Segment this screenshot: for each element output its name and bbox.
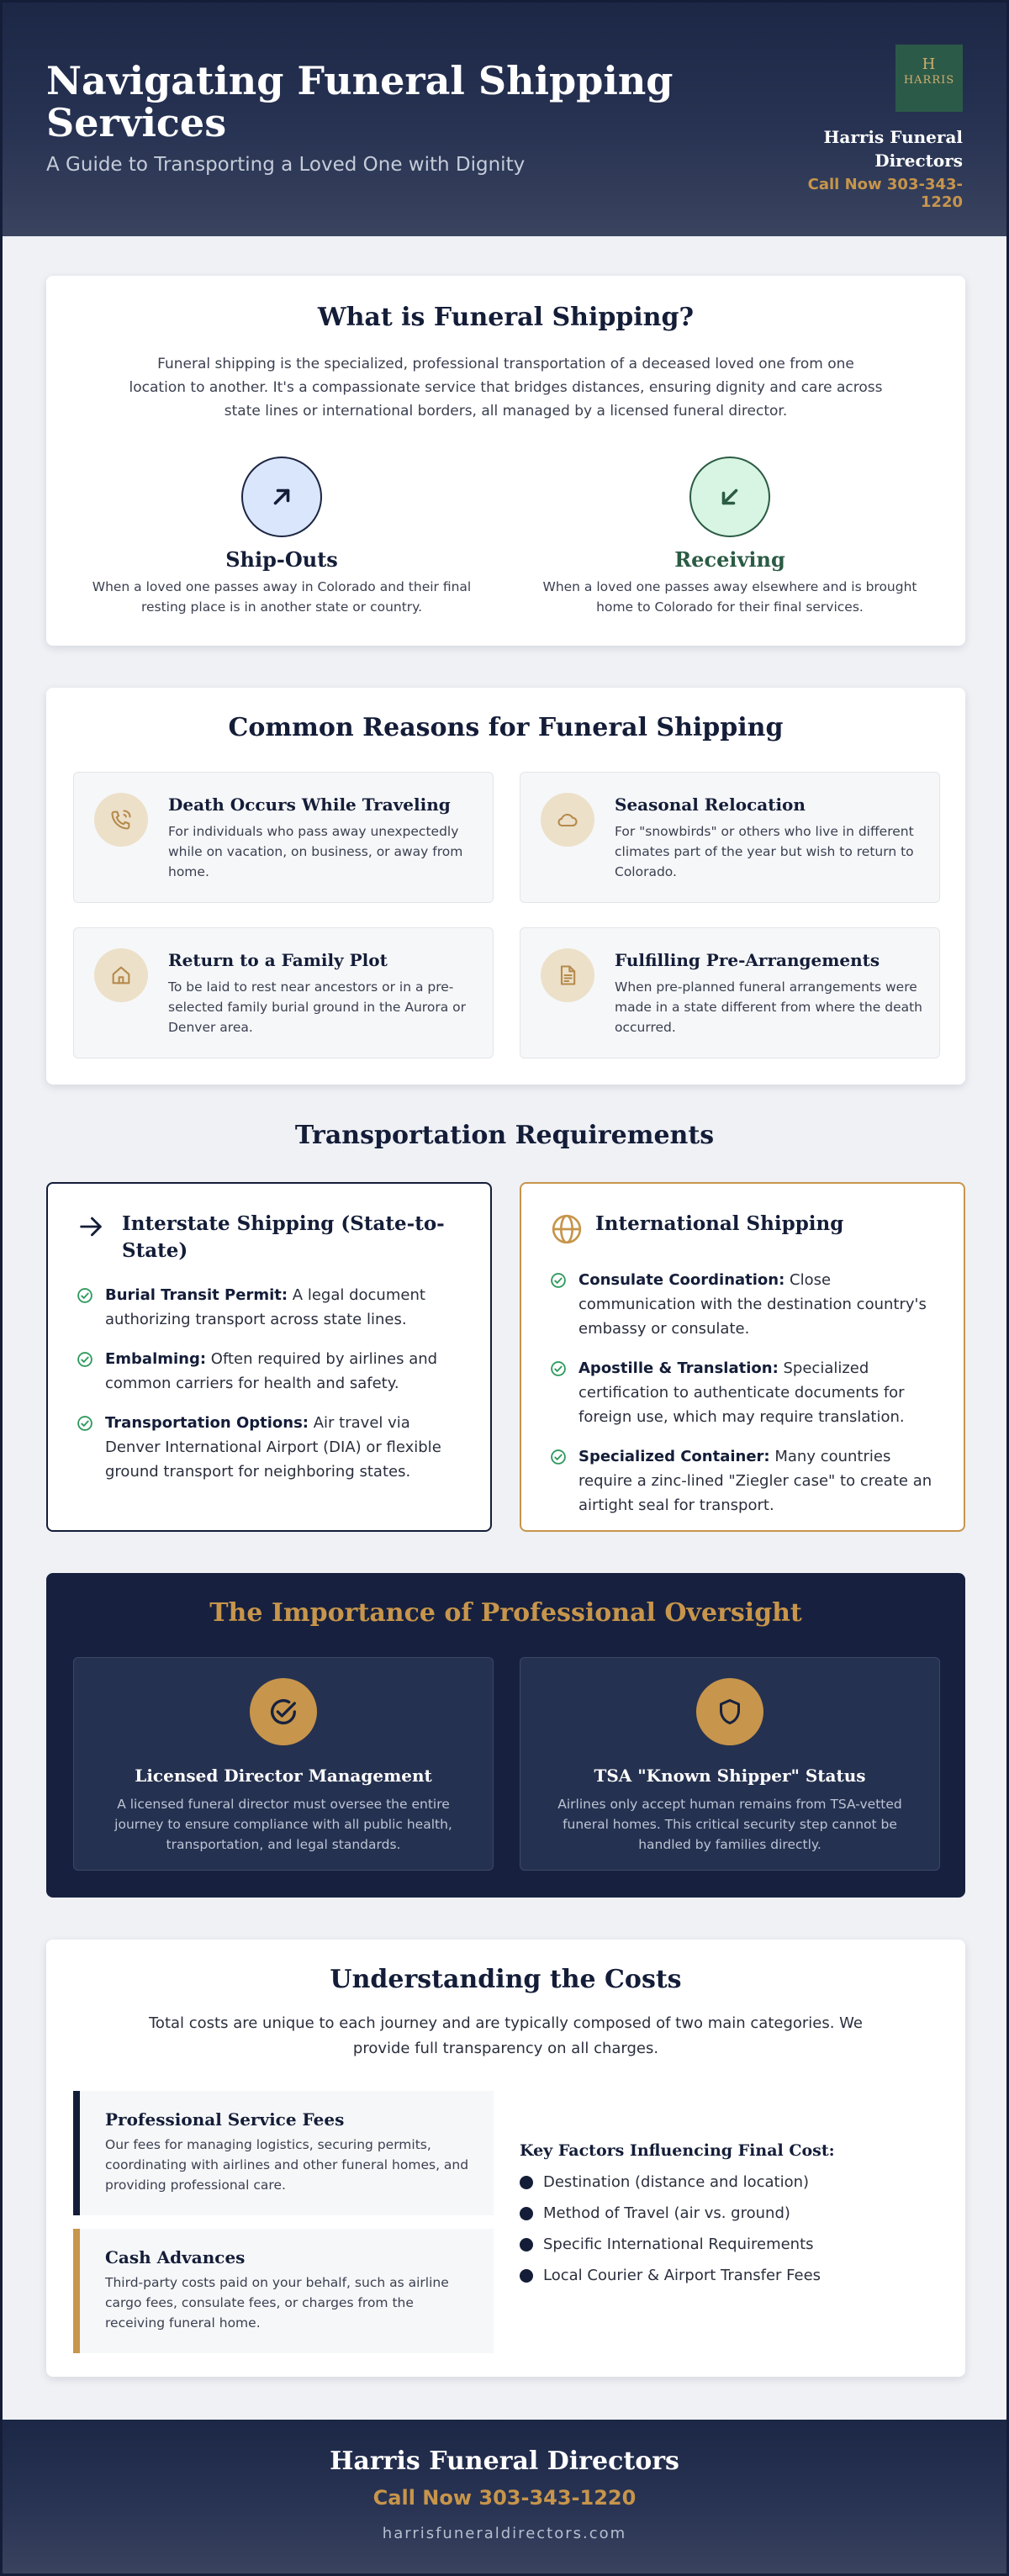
factor-text: Method of Travel (air vs. ground) xyxy=(543,2204,790,2222)
list-item xyxy=(550,1444,935,1518)
reason-title: Seasonal Relocation xyxy=(615,794,806,815)
check-circle-icon xyxy=(550,1272,567,1289)
reason-card xyxy=(520,772,940,903)
header xyxy=(3,3,1006,236)
reason-text: For "snowbirds" or others who live in different climates part of the year but wish to return to Colorado. xyxy=(615,824,914,879)
footer-phone-link[interactable]: Call Now 303-343-1220 xyxy=(372,2486,637,2510)
item-label: Consulate Coordination: xyxy=(578,1271,785,1289)
logo-mark: H xyxy=(922,55,937,73)
check-badge-icon xyxy=(250,1678,317,1745)
item-label: Embalming: xyxy=(105,1350,207,1368)
page-title: Navigating Funeral Shipping Services xyxy=(46,58,674,145)
fee-text: Our fees for managing logistics, securing permits, coordinating with airlines and other funeral homes, and providing professional care. xyxy=(105,2137,469,2193)
section-heading: Common Reasons for Funeral Shipping xyxy=(228,713,784,742)
section-heading: What is Funeral Shipping? xyxy=(317,303,695,332)
home-icon xyxy=(94,948,148,1002)
reason-card xyxy=(73,772,494,903)
international-shipping-card xyxy=(520,1182,965,1532)
list-item xyxy=(77,1347,462,1396)
interstate-shipping-card xyxy=(46,1182,492,1532)
fee-card-professional xyxy=(73,2091,494,2215)
oversight-card xyxy=(73,1657,494,1871)
check-circle-icon xyxy=(77,1351,93,1368)
card-header xyxy=(77,1211,462,1264)
what-is-section xyxy=(46,276,965,646)
reason-title: Return to a Family Plot xyxy=(168,950,388,970)
reason-text: To be laid to rest near ancestors or in a pre-selected family burial ground in the Aurora or Denver area. xyxy=(168,979,466,1035)
fee-card-cash-advances xyxy=(73,2229,494,2353)
cost-factors xyxy=(520,2141,940,2298)
list-item xyxy=(520,2173,940,2191)
ship-outs-column xyxy=(80,457,483,617)
reason-card xyxy=(520,927,940,1058)
card-title: International Shipping xyxy=(595,1212,844,1235)
card-header xyxy=(550,1211,935,1249)
check-circle-icon xyxy=(77,1287,93,1304)
reason-card xyxy=(73,927,494,1058)
item-text: Close communication with the destination country's embassy or consulate. xyxy=(578,1271,927,1338)
footer-brand-name: Harris Funeral Directors xyxy=(330,2447,679,2476)
logo-word: HARRIS xyxy=(903,74,955,87)
harris-logo xyxy=(895,45,963,112)
header-phone-link[interactable]: Call Now 303-343-1220 xyxy=(807,176,963,211)
shield-icon xyxy=(696,1678,763,1745)
reason-title: Fulfilling Pre-Arrangements xyxy=(615,950,880,970)
footer xyxy=(3,2420,1006,2576)
item-text: Many countries require a zinc-lined "Ziegler case" to create an airtight seal for transport. xyxy=(578,1448,932,1514)
item-label: Apostille & Translation: xyxy=(578,1359,779,1377)
type-title: Receiving xyxy=(674,547,785,572)
fee-title: Cash Advances xyxy=(105,2247,246,2267)
arrow-right-icon xyxy=(77,1212,110,1244)
oversight-title: TSA "Known Shipper" Status xyxy=(594,1766,866,1786)
brand-block xyxy=(778,45,963,211)
item-label: Burial Transit Permit: xyxy=(105,1286,288,1304)
page-subtitle: A Guide to Transporting a Loved One with Dignity xyxy=(46,154,526,176)
brand-name: Harris Funeral Directors xyxy=(823,127,963,171)
oversight-title: Licensed Director Management xyxy=(135,1766,432,1786)
item-label: Specialized Container: xyxy=(578,1448,770,1465)
oversight-text: A licensed funeral director must oversee the entire journey to ensure compliance with all public health, transportation, and legal standards. xyxy=(114,1797,452,1852)
arrow-down-left-icon xyxy=(689,457,770,537)
fee-title: Professional Service Fees xyxy=(105,2109,345,2130)
reason-text: When pre-planned funeral arrangements were made in a state different from where the death occurred. xyxy=(615,979,922,1035)
document-icon xyxy=(541,948,594,1002)
cloud-icon xyxy=(541,793,594,847)
factor-text: Local Courier & Airport Transfer Fees xyxy=(543,2267,821,2284)
globe-icon xyxy=(550,1212,584,1249)
check-circle-icon xyxy=(550,1449,567,1465)
section-heading: Understanding the Costs xyxy=(330,1965,682,1994)
item-label: Transportation Options: xyxy=(105,1414,309,1432)
type-description: When a loved one passes away in Colorado and their final resting place is in another state or country. xyxy=(92,579,472,615)
section-intro: Total costs are unique to each journey and are typically composed of two main categories. We provide full transparency on all charges. xyxy=(149,2014,863,2057)
factor-text: Destination (distance and location) xyxy=(543,2173,810,2191)
costs-section xyxy=(46,1940,965,2377)
section-intro: Funeral shipping is the specialized, professional transportation of a deceased loved one from one location to another. It's a compassionate service that bridges distances, ensuring dignity and care across state lines or international borders, all managed by a licensed funeral director. xyxy=(129,356,883,420)
oversight-card xyxy=(520,1657,940,1871)
requirements-list xyxy=(550,1268,935,1518)
reasons-section xyxy=(46,688,965,1085)
list-item xyxy=(77,1283,462,1332)
bullet-icon xyxy=(520,2176,533,2189)
list-item xyxy=(520,2236,940,2253)
factor-text: Specific International Requirements xyxy=(543,2236,814,2253)
bullet-icon xyxy=(520,2269,533,2283)
check-circle-icon xyxy=(550,1360,567,1377)
phone-icon xyxy=(94,793,148,847)
type-description: When a loved one passes away elsewhere and is brought home to Colorado for their final services. xyxy=(542,579,917,615)
item-text: Specialized certification to authenticate documents for foreign use, which may require translation. xyxy=(578,1359,905,1426)
oversight-text: Airlines only accept human remains from TSA-vetted funeral homes. This critical security step cannot be handled by families directly. xyxy=(557,1797,902,1852)
section-heading: Transportation Requirements xyxy=(294,1121,715,1150)
footer-website-link[interactable]: harrisfuneraldirectors.com xyxy=(382,2525,627,2542)
list-item xyxy=(550,1268,935,1341)
item-text: Often required by airlines and common carriers for health and safety. xyxy=(105,1350,438,1392)
list-item xyxy=(520,2204,940,2222)
reason-title: Death Occurs While Traveling xyxy=(168,794,451,815)
list-item xyxy=(77,1411,462,1484)
list-item xyxy=(550,1356,935,1429)
fee-text: Third-party costs paid on your behalf, such as airline cargo fees, consulate fees, or charges from the receiving funeral home. xyxy=(105,2275,449,2331)
receiving-column xyxy=(528,457,932,617)
item-text: Air travel via Denver International Airport (DIA) or flexible ground transport for neighboring states. xyxy=(105,1414,441,1481)
bullet-icon xyxy=(520,2238,533,2251)
list-item xyxy=(520,2267,940,2284)
type-title: Ship-Outs xyxy=(225,547,338,572)
factors-title: Key Factors Influencing Final Cost: xyxy=(520,2141,835,2160)
bullet-icon xyxy=(520,2207,533,2220)
reason-text: For individuals who pass away unexpectedly while on vacation, on business, or away from home. xyxy=(168,824,463,879)
requirements-list xyxy=(77,1283,462,1484)
oversight-section xyxy=(46,1573,965,1898)
card-title: Interstate Shipping (State-to-State) xyxy=(122,1212,445,1262)
item-text: A legal document authorizing transport across state lines. xyxy=(105,1286,425,1328)
section-heading: The Importance of Professional Oversight xyxy=(209,1598,802,1628)
arrow-up-right-icon xyxy=(241,457,322,537)
check-circle-icon xyxy=(77,1415,93,1432)
